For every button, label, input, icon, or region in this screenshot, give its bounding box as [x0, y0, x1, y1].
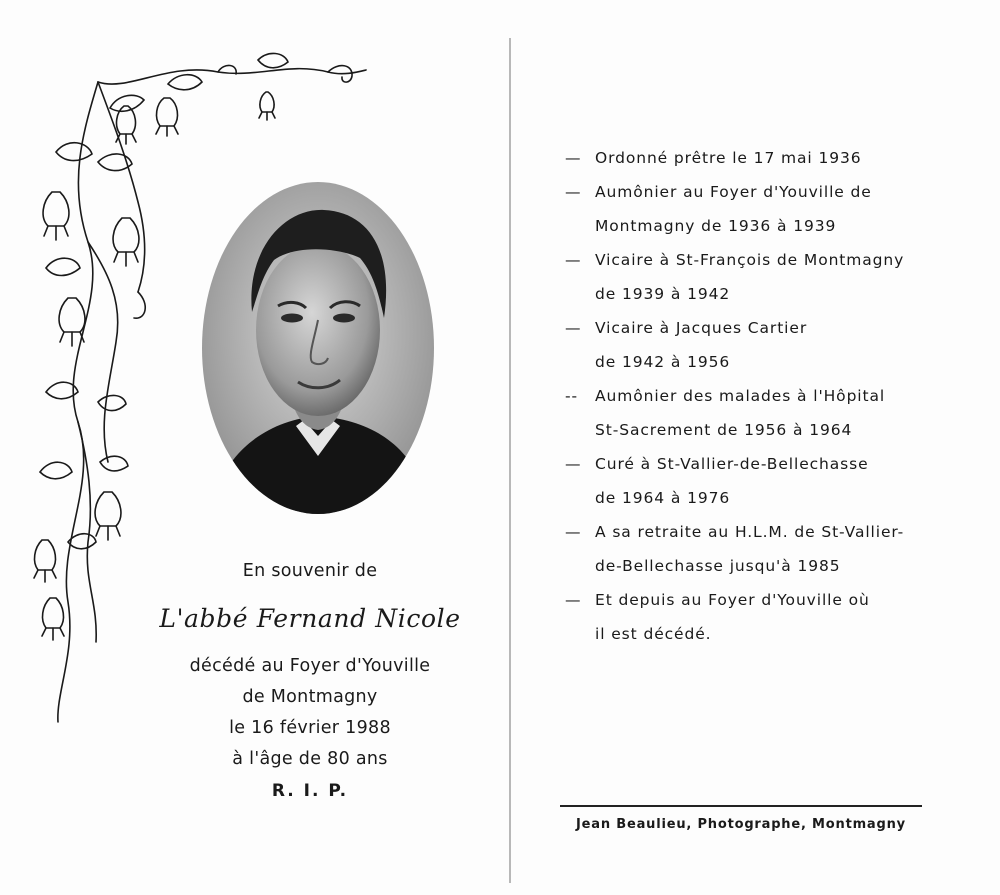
portrait-photo — [200, 180, 436, 516]
career-text: Aumônier des malades à l'Hôpital — [595, 387, 886, 405]
career-item — [565, 447, 965, 481]
dash-mark: — — [565, 591, 582, 609]
career-item — [565, 379, 965, 413]
dash-mark: — — [565, 149, 582, 167]
photographer-credit: Jean Beaulieu, Photographe, Montmagny — [576, 817, 906, 832]
dash-mark: — — [565, 455, 582, 473]
career-text: Et depuis au Foyer d'Youville où — [595, 591, 870, 609]
career-text-cont: de 1939 à 1942 — [595, 285, 731, 303]
dash-mark: -- — [565, 387, 578, 405]
career-text: Curé à St-Vallier-de-Bellechasse — [595, 455, 869, 473]
career-list — [565, 141, 965, 651]
career-item — [565, 311, 965, 345]
career-text-cont: Montmagny de 1936 à 1939 — [595, 217, 837, 235]
career-text: Ordonné prêtre le 17 mai 1936 — [595, 149, 862, 167]
dash-mark: — — [565, 183, 582, 201]
career-text-cont: il est décédé. — [595, 625, 712, 643]
career-text-cont: de 1964 à 1976 — [595, 489, 731, 507]
memorial-text — [130, 556, 490, 807]
career-item — [565, 243, 965, 277]
career-item — [565, 175, 965, 209]
career-item — [565, 583, 965, 617]
career-item — [565, 141, 965, 175]
divider-rule — [560, 805, 922, 807]
career-text-cont: de 1942 à 1956 — [595, 353, 731, 371]
career-text: Aumônier au Foyer d'Youville de — [595, 183, 872, 201]
dash-mark: — — [565, 523, 582, 541]
career-text-cont: St-Sacrement de 1956 à 1964 — [595, 421, 853, 439]
dash-mark: — — [565, 251, 582, 269]
rip-text: R. I. P. — [271, 781, 349, 801]
career-text-cont: de-Bellechasse jusqu'à 1985 — [595, 557, 841, 575]
career-item — [565, 515, 965, 549]
career-text: Vicaire à Jacques Cartier — [595, 319, 808, 337]
souvenir-line: En souvenir de — [242, 561, 378, 581]
career-text: A sa retraite au H.L.M. de St-Vallier- — [595, 523, 905, 541]
deceased-name: L'abbé Fernand Nicole — [159, 604, 461, 633]
age-line: à l'âge de 80 ans — [232, 749, 388, 769]
death-date-line: le 16 février 1988 — [229, 718, 391, 738]
town-line: de Montmagny — [242, 687, 378, 707]
card-fold — [509, 38, 511, 883]
dash-mark: — — [565, 319, 582, 337]
death-place-line: décédé au Foyer d'Youville — [189, 656, 431, 676]
career-text: Vicaire à St-François de Montmagny — [595, 251, 905, 269]
